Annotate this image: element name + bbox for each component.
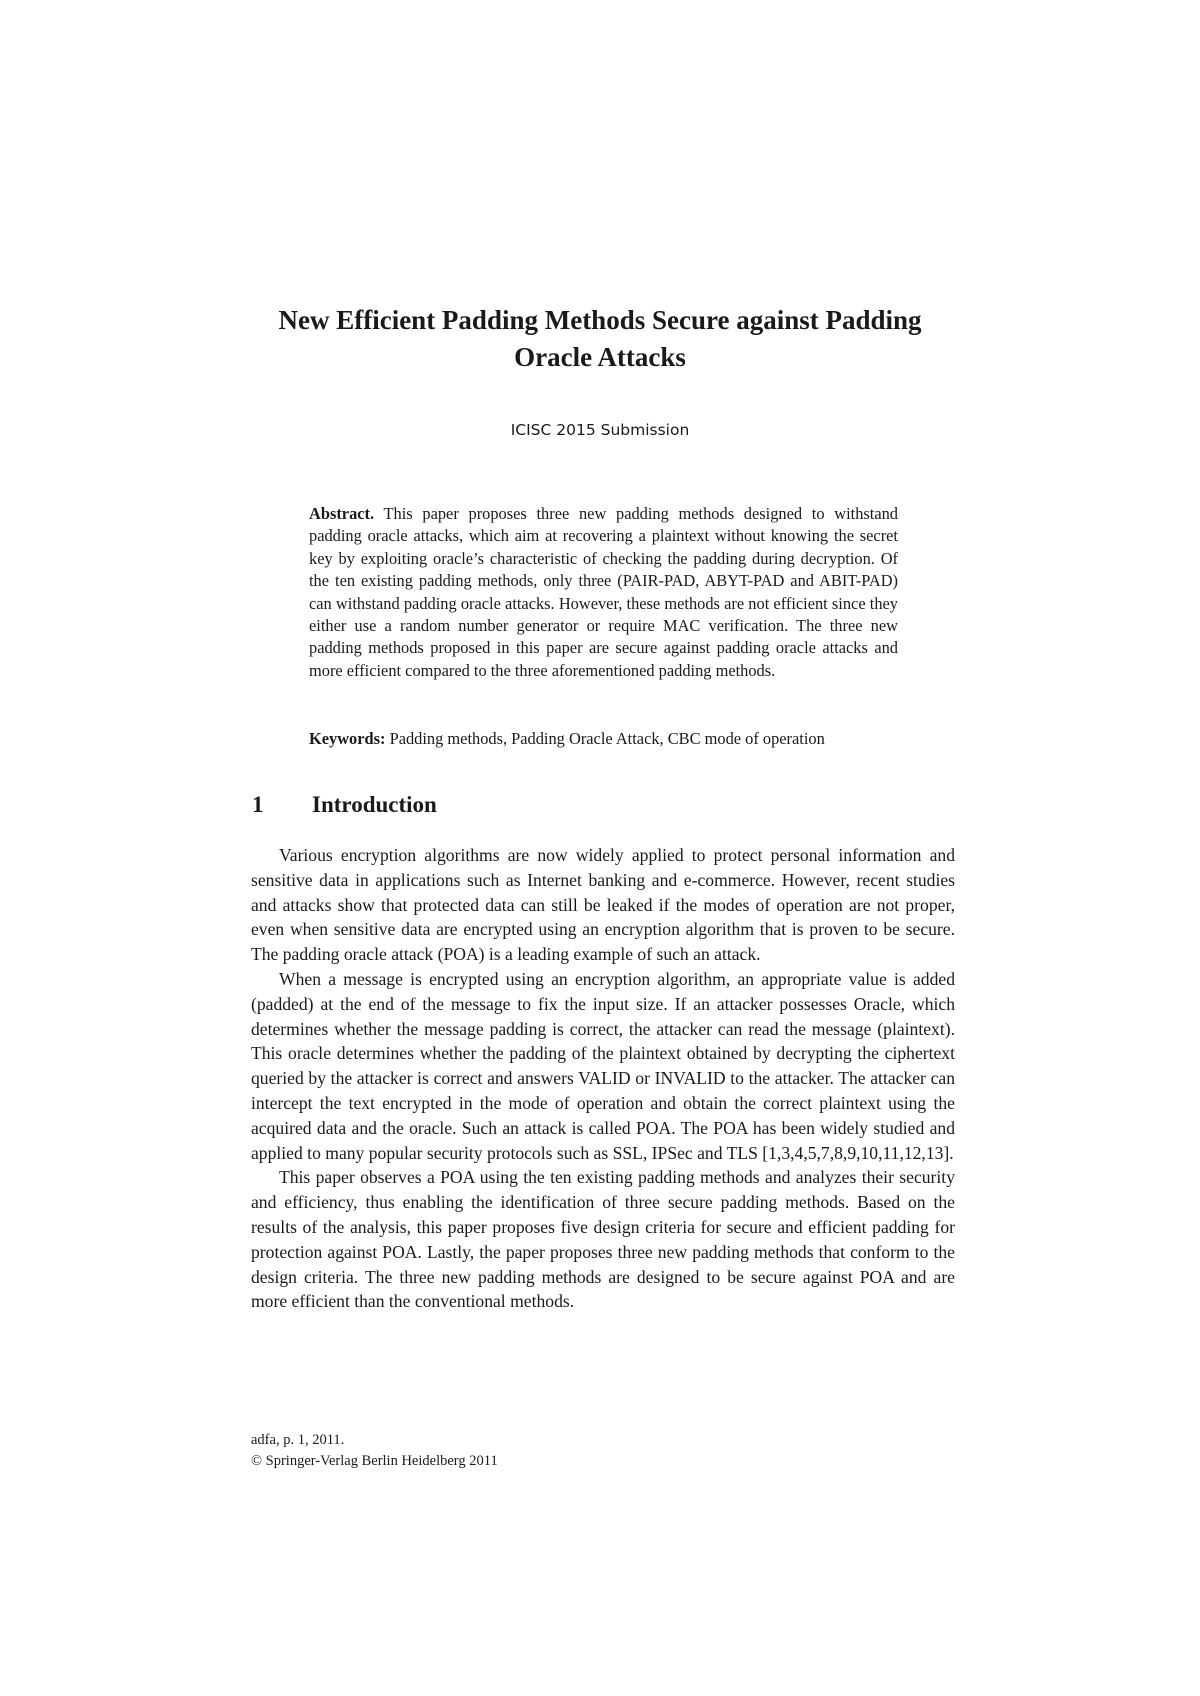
- section-number: 1: [252, 792, 264, 817]
- keywords-label: Keywords:: [309, 729, 386, 748]
- footnote: [251, 1430, 851, 1472]
- section-title: Introduction: [312, 792, 437, 817]
- keywords-text: Padding methods, Padding Oracle Attack, CBC mode of operation: [389, 729, 825, 748]
- abstract-label: Abstract.: [309, 504, 375, 523]
- section-body: [251, 843, 955, 1314]
- paper-subtitle: ICISC 2015 Submission: [510, 421, 690, 439]
- paragraph-2: When a message is encrypted using an encryption algorithm, an appropriate value is added (padded) at the end of the message to fix the input size. If an attacker possesses Oracle, which determines whether the message padding is correct, the attacker can read the message (plaintext). This oracle determines whether the padding of the plaintext obtained by decrypting the ciphertext queried by the attacker is correct and answers VALID or INVALID to the attacker. The attacker can intercept the text encrypted in the mode of operation and obtain the correct plaintext using the acquired data and the oracle. Such an attack is called POA. The POA has been widely studied and applied to many popular security protocols such as SSL, IPSec and TLS [1,3,4,5,7,8,9,10,11,12,13].: [251, 968, 955, 1163]
- paper-title: New Efficient Padding Methods Secure against Padding Oracle Attacks: [278, 305, 922, 372]
- footnote-line-1: adfa, p. 1, 2011.: [251, 1432, 345, 1448]
- paragraph-3: This paper observes a POA using the ten existing padding methods and analyzes their security and efficiency, thus enabling the identification of three secure padding methods. Based on the results of the analysis, this paper proposes five design criteria for secure and efficient padding for protection against POA. Lastly, the paper proposes three new padding methods that conform to the design criteria. The three new padding methods are designed to be secure against POA and are more efficient than the conventional methods.: [251, 1167, 955, 1312]
- keywords: [309, 728, 898, 750]
- footnote-line-2: © Springer-Verlag Berlin Heidelberg 2011: [251, 1453, 498, 1469]
- abstract-text: This paper proposes three new padding methods designed to withstand padding oracle attacks, which aim at recovering a plaintext without knowing the secret key by exploiting oracle’s characteristic of checking the padding during decryption. Of the ten existing padding methods, only three (PAIR-PAD, ABYT-PAD and ABIT-PAD) can withstand padding oracle attacks. However, these methods are not efficient since they either use a random number generator or require MAC verification. The three new padding methods proposed in this paper are secure against padding oracle attacks and more efficient compared to the three aforementioned padding methods.: [309, 504, 898, 680]
- section-heading: [252, 790, 952, 820]
- paragraph-1: Various encryption algorithms are now widely applied to protect personal information and sensitive data in applications such as Internet banking and e-commerce. However, recent studies and attacks show that protected data can still be leaked if the modes of operation are not proper, even when sensitive data are encrypted using an encryption algorithm that is proven to be secure. The padding oracle attack (POA) is a leading example of such an attack.: [251, 845, 955, 965]
- abstract: [309, 503, 898, 682]
